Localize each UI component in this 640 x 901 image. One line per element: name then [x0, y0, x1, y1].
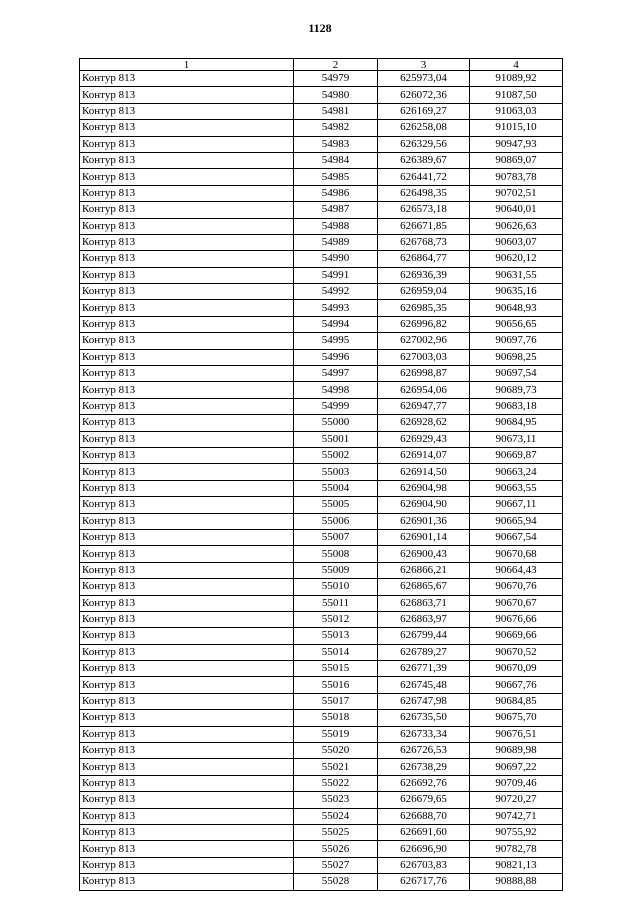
point-number-cell: 55022	[294, 775, 378, 791]
y-coordinate-cell: 90676,51	[470, 726, 563, 742]
x-coordinate-cell: 626072,36	[378, 87, 470, 103]
contour-name-cell: Контур 813	[80, 857, 294, 873]
point-number-cell: 54983	[294, 136, 378, 152]
table-row	[80, 497, 563, 513]
contour-name-cell: Контур 813	[80, 136, 294, 152]
point-number-cell: 54997	[294, 366, 378, 382]
y-coordinate-cell: 90670,68	[470, 546, 563, 562]
x-coordinate-cell: 626717,76	[378, 874, 470, 890]
x-coordinate-cell: 626901,14	[378, 529, 470, 545]
point-number-cell: 55027	[294, 857, 378, 873]
point-number-cell: 55021	[294, 759, 378, 775]
table-row	[80, 661, 563, 677]
contour-name-cell: Контур 813	[80, 185, 294, 201]
contour-name-cell: Контур 813	[80, 841, 294, 857]
table-row	[80, 611, 563, 627]
y-coordinate-cell: 90663,55	[470, 480, 563, 496]
table-row	[80, 136, 563, 152]
contour-name-cell: Контур 813	[80, 120, 294, 136]
table-row	[80, 464, 563, 480]
x-coordinate-cell: 625973,04	[378, 71, 470, 87]
contour-name-cell: Контур 813	[80, 87, 294, 103]
contour-name-cell: Контур 813	[80, 447, 294, 463]
table-row	[80, 120, 563, 136]
x-coordinate-cell: 626789,27	[378, 644, 470, 660]
page-number: 1128	[308, 21, 332, 35]
point-number-cell: 54988	[294, 218, 378, 234]
x-coordinate-cell: 626904,98	[378, 480, 470, 496]
point-number-cell: 54986	[294, 185, 378, 201]
contour-name-cell: Контур 813	[80, 824, 294, 840]
x-coordinate-cell: 626929,43	[378, 431, 470, 447]
contour-name-cell: Контур 813	[80, 431, 294, 447]
x-coordinate-cell: 626671,85	[378, 218, 470, 234]
y-coordinate-cell: 90665,94	[470, 513, 563, 529]
table-row	[80, 513, 563, 529]
y-coordinate-cell: 91015,10	[470, 120, 563, 136]
contour-name-cell: Контур 813	[80, 234, 294, 250]
point-number-cell: 55003	[294, 464, 378, 480]
y-coordinate-cell: 90670,09	[470, 661, 563, 677]
table-row	[80, 152, 563, 168]
point-number-cell: 54991	[294, 267, 378, 283]
table-row	[80, 874, 563, 890]
point-number-cell: 55026	[294, 841, 378, 857]
contour-name-cell: Контур 813	[80, 529, 294, 545]
y-coordinate-cell: 90684,85	[470, 693, 563, 709]
table-row	[80, 349, 563, 365]
x-coordinate-cell: 627003,03	[378, 349, 470, 365]
table-row	[80, 447, 563, 463]
table-row	[80, 316, 563, 332]
contour-name-cell: Контур 813	[80, 152, 294, 168]
y-coordinate-cell: 90631,55	[470, 267, 563, 283]
table-row	[80, 562, 563, 578]
point-number-cell: 55012	[294, 611, 378, 627]
contour-name-cell: Контур 813	[80, 611, 294, 627]
contour-name-cell: Контур 813	[80, 874, 294, 890]
y-coordinate-cell: 90626,63	[470, 218, 563, 234]
point-number-cell: 55007	[294, 529, 378, 545]
point-number-cell: 54979	[294, 71, 378, 87]
y-coordinate-cell: 90684,95	[470, 415, 563, 431]
point-number-cell: 55006	[294, 513, 378, 529]
table-row	[80, 628, 563, 644]
x-coordinate-cell: 626947,77	[378, 398, 470, 414]
point-number-cell: 55020	[294, 743, 378, 759]
y-coordinate-cell: 90620,12	[470, 251, 563, 267]
contour-name-cell: Контур 813	[80, 562, 294, 578]
table-row	[80, 382, 563, 398]
y-coordinate-cell: 90783,78	[470, 169, 563, 185]
table-row	[80, 579, 563, 595]
contour-name-cell: Контур 813	[80, 284, 294, 300]
table-row	[80, 71, 563, 87]
contour-name-cell: Контур 813	[80, 644, 294, 660]
table-row	[80, 415, 563, 431]
x-coordinate-cell: 626169,27	[378, 103, 470, 119]
x-coordinate-cell: 626258,08	[378, 120, 470, 136]
y-coordinate-cell: 90670,76	[470, 579, 563, 595]
y-coordinate-cell: 90656,65	[470, 316, 563, 332]
contour-name-cell: Контур 813	[80, 743, 294, 759]
table-row	[80, 710, 563, 726]
point-number-cell: 55013	[294, 628, 378, 644]
column-header: 1	[80, 59, 294, 71]
table-body	[80, 71, 563, 891]
x-coordinate-cell: 626954,06	[378, 382, 470, 398]
x-coordinate-cell: 626900,43	[378, 546, 470, 562]
table-row	[80, 169, 563, 185]
point-number-cell: 55000	[294, 415, 378, 431]
x-coordinate-cell: 626863,71	[378, 595, 470, 611]
table-row	[80, 431, 563, 447]
y-coordinate-cell: 90663,24	[470, 464, 563, 480]
y-coordinate-cell: 90782,78	[470, 841, 563, 857]
contour-name-cell: Контур 813	[80, 497, 294, 513]
point-number-cell: 54984	[294, 152, 378, 168]
contour-name-cell: Контур 813	[80, 546, 294, 562]
y-coordinate-cell: 90683,18	[470, 398, 563, 414]
contour-name-cell: Контур 813	[80, 218, 294, 234]
contour-name-cell: Контур 813	[80, 382, 294, 398]
contour-name-cell: Контур 813	[80, 579, 294, 595]
y-coordinate-cell: 90669,66	[470, 628, 563, 644]
x-coordinate-cell: 626996,82	[378, 316, 470, 332]
y-coordinate-cell: 90947,93	[470, 136, 563, 152]
y-coordinate-cell: 90667,76	[470, 677, 563, 693]
y-coordinate-cell: 90670,67	[470, 595, 563, 611]
table-row	[80, 726, 563, 742]
table-row	[80, 300, 563, 316]
table-row	[80, 759, 563, 775]
contour-name-cell: Контур 813	[80, 808, 294, 824]
table-row	[80, 546, 563, 562]
contour-name-cell: Контур 813	[80, 480, 294, 496]
point-number-cell: 55011	[294, 595, 378, 611]
x-coordinate-cell: 626914,07	[378, 447, 470, 463]
point-number-cell: 55009	[294, 562, 378, 578]
y-coordinate-cell: 90669,87	[470, 447, 563, 463]
table-row	[80, 693, 563, 709]
contour-name-cell: Контур 813	[80, 267, 294, 283]
x-coordinate-cell: 626747,98	[378, 693, 470, 709]
table-row	[80, 677, 563, 693]
point-number-cell: 55008	[294, 546, 378, 562]
x-coordinate-cell: 626771,39	[378, 661, 470, 677]
y-coordinate-cell: 90670,52	[470, 644, 563, 660]
x-coordinate-cell: 626679,65	[378, 792, 470, 808]
contour-name-cell: Контур 813	[80, 71, 294, 87]
y-coordinate-cell: 90697,76	[470, 333, 563, 349]
point-number-cell: 54992	[294, 284, 378, 300]
contour-name-cell: Контур 813	[80, 661, 294, 677]
contour-name-cell: Контур 813	[80, 366, 294, 382]
y-coordinate-cell: 90742,71	[470, 808, 563, 824]
contour-name-cell: Контур 813	[80, 169, 294, 185]
x-coordinate-cell: 626998,87	[378, 366, 470, 382]
y-coordinate-cell: 90709,46	[470, 775, 563, 791]
y-coordinate-cell: 91063,03	[470, 103, 563, 119]
contour-name-cell: Контур 813	[80, 415, 294, 431]
y-coordinate-cell: 90702,51	[470, 185, 563, 201]
y-coordinate-cell: 90888,88	[470, 874, 563, 890]
contour-name-cell: Контур 813	[80, 103, 294, 119]
point-number-cell: 54995	[294, 333, 378, 349]
table-row	[80, 185, 563, 201]
table-row	[80, 644, 563, 660]
x-coordinate-cell: 626688,70	[378, 808, 470, 824]
point-number-cell: 55010	[294, 579, 378, 595]
x-coordinate-cell: 626745,48	[378, 677, 470, 693]
y-coordinate-cell: 90697,22	[470, 759, 563, 775]
table-row	[80, 103, 563, 119]
point-number-cell: 55024	[294, 808, 378, 824]
table-row	[80, 480, 563, 496]
y-coordinate-cell: 90603,07	[470, 234, 563, 250]
x-coordinate-cell: 627002,96	[378, 333, 470, 349]
contour-name-cell: Контур 813	[80, 628, 294, 644]
x-coordinate-cell: 626735,50	[378, 710, 470, 726]
y-coordinate-cell: 90676,66	[470, 611, 563, 627]
table-row	[80, 333, 563, 349]
x-coordinate-cell: 626441,72	[378, 169, 470, 185]
x-coordinate-cell: 626865,67	[378, 579, 470, 595]
table-row	[80, 218, 563, 234]
point-number-cell: 55001	[294, 431, 378, 447]
y-coordinate-cell: 90821,13	[470, 857, 563, 873]
y-coordinate-cell: 90673,11	[470, 431, 563, 447]
coordinates-table	[79, 58, 563, 891]
x-coordinate-cell: 626928,62	[378, 415, 470, 431]
y-coordinate-cell: 90720,27	[470, 792, 563, 808]
contour-name-cell: Контур 813	[80, 300, 294, 316]
contour-name-cell: Контур 813	[80, 398, 294, 414]
x-coordinate-cell: 626691,60	[378, 824, 470, 840]
contour-name-cell: Контур 813	[80, 316, 294, 332]
x-coordinate-cell: 626329,56	[378, 136, 470, 152]
table-row	[80, 202, 563, 218]
table-row	[80, 808, 563, 824]
column-header: 3	[378, 59, 470, 71]
y-coordinate-cell: 90667,11	[470, 497, 563, 513]
contour-name-cell: Контур 813	[80, 251, 294, 267]
contour-name-cell: Контур 813	[80, 792, 294, 808]
table-header-row	[80, 59, 563, 71]
table-row	[80, 857, 563, 873]
table-row	[80, 251, 563, 267]
column-header: 2	[294, 59, 378, 71]
x-coordinate-cell: 626498,35	[378, 185, 470, 201]
contour-name-cell: Контур 813	[80, 710, 294, 726]
point-number-cell: 54993	[294, 300, 378, 316]
point-number-cell: 55017	[294, 693, 378, 709]
y-coordinate-cell: 90698,25	[470, 349, 563, 365]
point-number-cell: 54990	[294, 251, 378, 267]
point-number-cell: 54999	[294, 398, 378, 414]
table-row	[80, 87, 563, 103]
x-coordinate-cell: 626959,04	[378, 284, 470, 300]
x-coordinate-cell: 626696,90	[378, 841, 470, 857]
x-coordinate-cell: 626901,36	[378, 513, 470, 529]
x-coordinate-cell: 626799,44	[378, 628, 470, 644]
contour-name-cell: Контур 813	[80, 677, 294, 693]
contour-name-cell: Контур 813	[80, 513, 294, 529]
contour-name-cell: Контур 813	[80, 464, 294, 480]
y-coordinate-cell: 90755,92	[470, 824, 563, 840]
point-number-cell: 55019	[294, 726, 378, 742]
table-row	[80, 792, 563, 808]
y-coordinate-cell: 90664,43	[470, 562, 563, 578]
point-number-cell: 55028	[294, 874, 378, 890]
point-number-cell: 54982	[294, 120, 378, 136]
point-number-cell: 55014	[294, 644, 378, 660]
contour-name-cell: Контур 813	[80, 202, 294, 218]
point-number-cell: 54980	[294, 87, 378, 103]
x-coordinate-cell: 626703,83	[378, 857, 470, 873]
point-number-cell: 55015	[294, 661, 378, 677]
y-coordinate-cell: 91089,92	[470, 71, 563, 87]
x-coordinate-cell: 626738,29	[378, 759, 470, 775]
point-number-cell: 55005	[294, 497, 378, 513]
contour-name-cell: Контур 813	[80, 595, 294, 611]
point-number-cell: 54994	[294, 316, 378, 332]
point-number-cell: 54981	[294, 103, 378, 119]
table-row	[80, 824, 563, 840]
y-coordinate-cell: 90667,54	[470, 529, 563, 545]
point-number-cell: 55018	[294, 710, 378, 726]
point-number-cell: 55004	[294, 480, 378, 496]
y-coordinate-cell: 90689,98	[470, 743, 563, 759]
x-coordinate-cell: 626985,35	[378, 300, 470, 316]
contour-name-cell: Контур 813	[80, 726, 294, 742]
point-number-cell: 54985	[294, 169, 378, 185]
x-coordinate-cell: 626692,76	[378, 775, 470, 791]
x-coordinate-cell: 626864,77	[378, 251, 470, 267]
table-row	[80, 595, 563, 611]
contour-name-cell: Контур 813	[80, 759, 294, 775]
x-coordinate-cell: 626573,18	[378, 202, 470, 218]
x-coordinate-cell: 626863,97	[378, 611, 470, 627]
table-row	[80, 284, 563, 300]
x-coordinate-cell: 626768,73	[378, 234, 470, 250]
x-coordinate-cell: 626914,50	[378, 464, 470, 480]
point-number-cell: 55023	[294, 792, 378, 808]
contour-name-cell: Контур 813	[80, 349, 294, 365]
table-row	[80, 398, 563, 414]
x-coordinate-cell: 626389,67	[378, 152, 470, 168]
table-row	[80, 775, 563, 791]
point-number-cell: 55016	[294, 677, 378, 693]
contour-name-cell: Контур 813	[80, 775, 294, 791]
column-header: 4	[470, 59, 563, 71]
x-coordinate-cell: 626726,53	[378, 743, 470, 759]
y-coordinate-cell: 91087,50	[470, 87, 563, 103]
contour-name-cell: Контур 813	[80, 693, 294, 709]
point-number-cell: 54987	[294, 202, 378, 218]
point-number-cell: 54989	[294, 234, 378, 250]
table-row	[80, 267, 563, 283]
x-coordinate-cell: 626936,39	[378, 267, 470, 283]
x-coordinate-cell: 626904,90	[378, 497, 470, 513]
x-coordinate-cell: 626733,34	[378, 726, 470, 742]
table-row	[80, 529, 563, 545]
y-coordinate-cell: 90635,16	[470, 284, 563, 300]
y-coordinate-cell: 90675,70	[470, 710, 563, 726]
point-number-cell: 55025	[294, 824, 378, 840]
point-number-cell: 54996	[294, 349, 378, 365]
y-coordinate-cell: 90640,01	[470, 202, 563, 218]
x-coordinate-cell: 626866,21	[378, 562, 470, 578]
y-coordinate-cell: 90689,73	[470, 382, 563, 398]
point-number-cell: 55002	[294, 447, 378, 463]
y-coordinate-cell: 90648,93	[470, 300, 563, 316]
table-row	[80, 366, 563, 382]
table-row	[80, 234, 563, 250]
point-number-cell: 54998	[294, 382, 378, 398]
y-coordinate-cell: 90869,07	[470, 152, 563, 168]
y-coordinate-cell: 90697,54	[470, 366, 563, 382]
table-row	[80, 743, 563, 759]
table-row	[80, 841, 563, 857]
contour-name-cell: Контур 813	[80, 333, 294, 349]
